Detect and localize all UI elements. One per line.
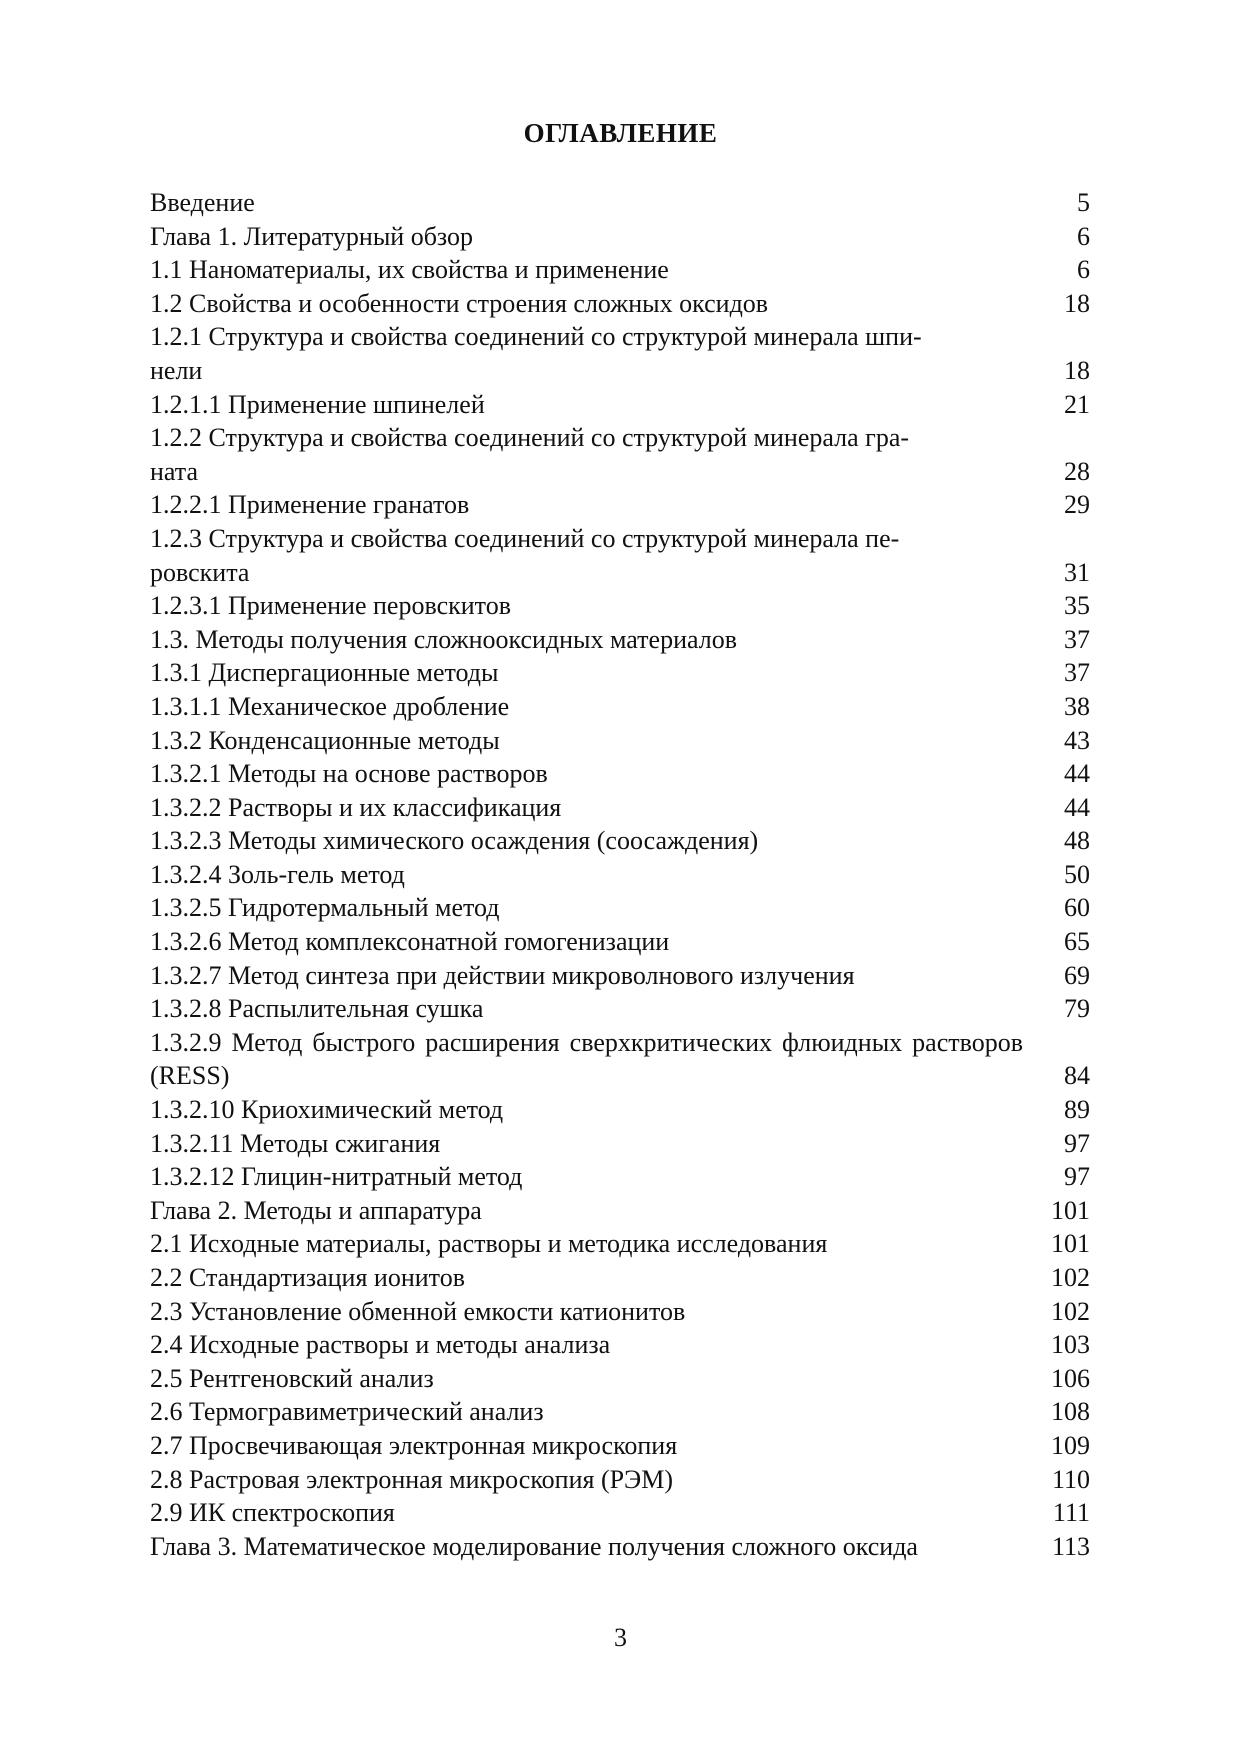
- toc-entry-page: 69: [1064, 960, 1090, 990]
- toc-entry-page: 6: [1077, 255, 1090, 285]
- toc-entry-page: 89: [1064, 1095, 1090, 1125]
- toc-entry-title: Глава 3. Математическое моделирование получения сложного оксида: [150, 1531, 918, 1561]
- toc-entry: [150, 1194, 1090, 1228]
- toc-entry-page: 84: [1064, 1061, 1090, 1091]
- toc-entry-page: 106: [1051, 1363, 1090, 1393]
- toc-entry: [150, 287, 1090, 321]
- toc-entry-title: 2.4 Исходные растворы и методы анализа: [150, 1330, 611, 1360]
- toc-entry: [150, 1530, 1090, 1564]
- toc-entry-title: 1.3.2.3 Методы химического осаждения (соосаждения): [150, 826, 759, 856]
- toc-entry-title: 1.3.2.7 Метод синтеза при действии микроволнового излучения: [150, 960, 855, 990]
- toc-entry-title: Глава 1. Литературный обзор: [150, 221, 474, 251]
- toc-entry: [150, 1227, 1090, 1261]
- toc-entry: [150, 690, 1090, 724]
- toc-entry-page: 113: [1051, 1531, 1090, 1561]
- toc-entry: [150, 824, 1090, 858]
- toc-entry-title: 1.3.2.2 Растворы и их классификация: [150, 792, 562, 822]
- toc-entry-page: 111: [1052, 1498, 1090, 1528]
- toc-entry-title: 2.5 Рентгеновский анализ: [150, 1363, 434, 1393]
- toc-entry: [150, 656, 1090, 690]
- toc-entry: [150, 1463, 1090, 1497]
- toc-entry: [150, 1362, 1090, 1396]
- toc-entry-page: 31: [1064, 557, 1090, 587]
- toc-entry-title: 1.3.2 Конденсационные методы: [150, 725, 500, 755]
- toc-entry-page: 18: [1064, 288, 1090, 318]
- toc-entry: [150, 724, 1090, 758]
- toc-entry: [150, 1261, 1090, 1295]
- toc-entry: [150, 1093, 1090, 1127]
- toc-entry-title: 1.3.2.8 Распылительная сушка: [150, 994, 484, 1024]
- toc-entry: [150, 421, 1090, 488]
- toc-entry: [150, 320, 1090, 387]
- toc-entry: [150, 757, 1090, 791]
- toc-entry-page: 29: [1064, 490, 1090, 520]
- toc-entry-page: 110: [1051, 1464, 1090, 1494]
- toc-entry: [150, 791, 1090, 825]
- toc-entry: [150, 1295, 1090, 1329]
- toc-entry: [150, 1127, 1090, 1161]
- toc-entry-title: Глава 2. Методы и аппаратура: [150, 1195, 482, 1225]
- toc-entry: [150, 1496, 1090, 1530]
- toc-entry-page: 37: [1064, 658, 1090, 688]
- toc-entry-page: 38: [1064, 691, 1090, 721]
- toc-entry: [150, 186, 1090, 220]
- toc-entry-page: 48: [1064, 826, 1090, 856]
- toc-entry-page: 97: [1064, 1128, 1090, 1158]
- toc-entry: [150, 959, 1090, 993]
- toc-entry: [150, 1328, 1090, 1362]
- toc-entry-title: Введение: [150, 188, 255, 217]
- toc-entry: [150, 623, 1090, 657]
- toc-entry-title: 1.2.3.1 Применение перовскитов: [150, 591, 511, 621]
- toc-entry-page: 28: [1064, 456, 1090, 486]
- toc-entry-title: 1.3.2.5 Гидротермальный метод: [150, 893, 500, 923]
- toc-entry-title: 2.8 Растровая электронная микроскопия (РЭМ): [150, 1464, 673, 1494]
- toc-entry-title: 1.3.1 Диспергационные методы: [150, 658, 499, 688]
- toc-entry: [150, 858, 1090, 892]
- toc-entry-page: 60: [1064, 893, 1090, 923]
- toc-entry: [150, 925, 1090, 959]
- toc-entry: [150, 220, 1090, 254]
- toc-entry-title: 2.2 Стандартизация ионитов: [150, 1263, 465, 1292]
- toc-entry: [150, 388, 1090, 422]
- toc-entry-title: 1.3.2.9 Метод быстрого расширения сверхкритических флюидных растворов (RESS): [150, 1027, 1023, 1091]
- toc-entry-page: 103: [1051, 1330, 1090, 1360]
- toc-entry-title: 2.7 Просвечивающая электронная микроскопия: [150, 1430, 678, 1460]
- toc-entry-title: 2.9 ИК спектроскопия: [150, 1498, 395, 1528]
- toc-entry-page: 44: [1064, 792, 1090, 822]
- toc-entry-page: 18: [1064, 355, 1090, 385]
- toc-entry-title: 2.6 Термогравиметрический анализ: [150, 1397, 544, 1427]
- toc-entry: [150, 253, 1090, 287]
- toc-entry-title: 1.2.1 Структура и свойства соединений со структурой минерала шпи- нели: [150, 322, 922, 385]
- toc-entry: [150, 589, 1090, 623]
- toc-entry-title: 1.3.2.10 Криохимический метод: [150, 1095, 504, 1125]
- toc-entry: [150, 1160, 1090, 1194]
- toc-entry: [150, 1429, 1090, 1463]
- toc-entry-page: 50: [1064, 859, 1090, 889]
- toc-entry-page: 35: [1064, 591, 1090, 621]
- toc-entry: [150, 488, 1090, 522]
- toc-entry-page: 43: [1064, 725, 1090, 755]
- page-title: ОГЛАВЛЕНИЕ: [523, 118, 718, 148]
- toc-entry-title: 1.3.2.1 Методы на основе растворов: [150, 759, 548, 789]
- toc-entry-title: 2.3 Установление обменной емкости катионитов: [150, 1296, 686, 1326]
- toc-entry-title: 1.3.2.12 Глицин-нитратный метод: [150, 1162, 523, 1192]
- toc-entry-page: 101: [1051, 1195, 1090, 1225]
- table-of-contents: [150, 186, 1090, 1563]
- toc-entry-page: 5: [1077, 188, 1090, 217]
- toc-entry: [150, 992, 1090, 1026]
- toc-entry-title: 1.3.2.11 Методы сжигания: [150, 1128, 441, 1158]
- toc-entry-page: 102: [1051, 1296, 1090, 1326]
- toc-entry-title: 1.3.1.1 Механическое дробление: [150, 691, 510, 721]
- toc-entry-page: 102: [1051, 1263, 1090, 1292]
- toc-entry-title: 2.1 Исходные материалы, растворы и методика исследования: [150, 1229, 828, 1259]
- toc-entry-title: 1.1 Наноматериалы, их свойства и применение: [150, 255, 669, 285]
- toc-entry: [150, 522, 1090, 589]
- toc-entry-page: 101: [1051, 1229, 1090, 1259]
- toc-entry-page: 44: [1064, 759, 1090, 789]
- toc-entry: [150, 1026, 1090, 1093]
- toc-entry-page: 97: [1064, 1162, 1090, 1192]
- page-number: 3: [614, 1623, 627, 1652]
- toc-entry-title: 1.3. Методы получения сложнооксидных материалов: [150, 624, 738, 654]
- toc-entry-title: 1.2.1.1 Применение шпинелей: [150, 389, 485, 419]
- toc-entry: [150, 1395, 1090, 1429]
- toc-entry-page: 21: [1064, 389, 1090, 419]
- toc-entry-title: 1.3.2.6 Метод комплексонатной гомогенизации: [150, 927, 670, 957]
- toc-entry-title: 1.2.3 Структура и свойства соединений со структурой минерала пе- ровскита: [150, 523, 900, 587]
- toc-entry-title: 1.3.2.4 Золь-гель метод: [150, 859, 405, 889]
- toc-entry-page: 65: [1064, 927, 1090, 957]
- toc-entry-page: 108: [1051, 1397, 1090, 1427]
- toc-entry-page: 79: [1064, 994, 1090, 1024]
- toc-entry-title: 1.2.2 Структура и свойства соединений со структурой минерала гра- ната: [150, 423, 910, 486]
- toc-entry-title: 1.2.2.1 Применение гранатов: [150, 490, 470, 520]
- toc-entry-page: 109: [1051, 1430, 1090, 1460]
- toc-entry-page: 37: [1064, 624, 1090, 654]
- toc-entry-page: 6: [1077, 221, 1090, 251]
- toc-entry-title: 1.2 Свойства и особенности строения сложных оксидов: [150, 288, 769, 318]
- toc-entry: [150, 891, 1090, 925]
